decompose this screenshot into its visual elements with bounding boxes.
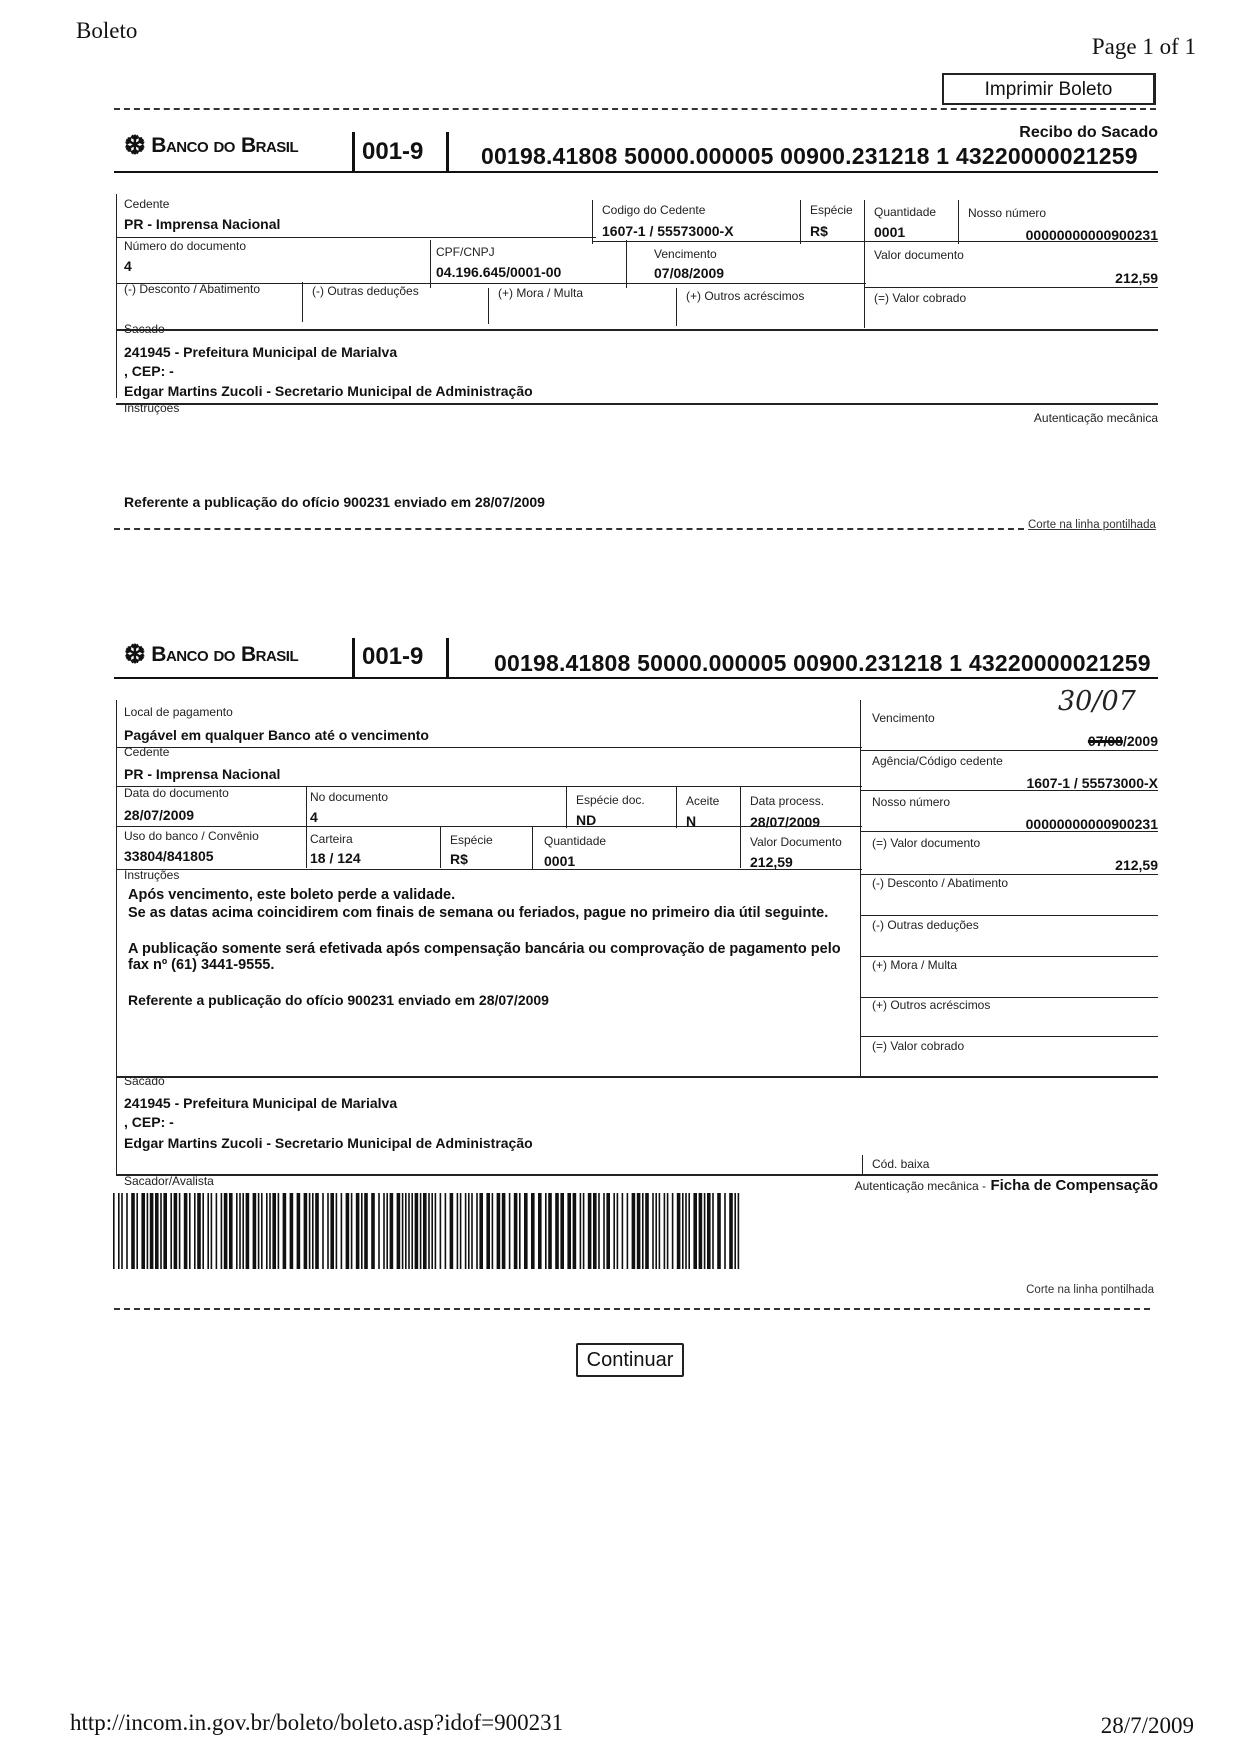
barcode-bar	[573, 1193, 577, 1269]
divider	[352, 132, 355, 172]
quantidade-value: 0001	[544, 853, 576, 869]
barcode-bar	[440, 1193, 442, 1269]
sacado-line-2: , CEP: -	[124, 1114, 174, 1130]
top-dashed-separator	[114, 108, 1156, 110]
barcode-bar	[531, 1193, 535, 1269]
barcode-bar	[435, 1193, 437, 1269]
barcode-bar	[548, 1193, 552, 1269]
barcode-bar	[677, 1193, 681, 1269]
print-boleto-button[interactable]: Imprimir Boleto	[942, 73, 1156, 105]
ficha-compensacao-title: Ficha de Compensação	[990, 1177, 1158, 1194]
grid-line	[958, 200, 959, 244]
valor-cobrado-label: (=) Valor cobrado	[874, 291, 967, 305]
barcode-bar	[712, 1193, 714, 1269]
barcode-bar	[239, 1193, 241, 1269]
barcode-bar	[378, 1193, 380, 1269]
cedente-value: PR - Imprensa Nacional	[124, 216, 281, 232]
grid-line	[860, 1036, 1158, 1037]
barcode-bar	[408, 1193, 410, 1269]
barcode-bar	[390, 1193, 394, 1269]
page-title: Boleto	[76, 18, 138, 43]
bank-code: 001-9	[362, 138, 424, 165]
barcode-bar	[524, 1193, 528, 1269]
page-url: http://incom.in.gov.br/boleto/boleto.asp?idof=900231	[70, 1710, 564, 1735]
outras-deducoes-label: (-) Outras deduções	[312, 284, 419, 298]
barcode-bar	[664, 1193, 666, 1269]
cedente-value: PR - Imprensa Nacional	[124, 766, 281, 782]
barcode-bar	[269, 1193, 271, 1269]
mora-multa-label: (+) Mora / Multa	[872, 958, 958, 972]
valor-cobrado-label: (=) Valor cobrado	[872, 1039, 965, 1053]
barcode-bar	[667, 1193, 669, 1269]
vencimento-struck: 07/08	[1087, 733, 1123, 749]
barcode-bar	[688, 1193, 690, 1269]
barcode-bar	[606, 1193, 610, 1269]
barcode-bar	[126, 1193, 128, 1269]
carteira-value: 18 / 124	[310, 850, 361, 866]
barcode-bar	[460, 1193, 462, 1269]
grid-line	[116, 237, 596, 238]
grid-line	[116, 700, 117, 1176]
barcode-bar	[519, 1193, 521, 1269]
vencimento-year: /2009	[1122, 733, 1158, 749]
barcode-bar	[632, 1193, 636, 1269]
page-date: 28/7/2009	[1100, 1713, 1194, 1738]
barcode-bar	[685, 1193, 687, 1269]
barcode-bar	[567, 1193, 571, 1269]
barcode-bar	[637, 1193, 641, 1269]
barcode-bar	[330, 1193, 334, 1269]
grid-line	[860, 700, 861, 1078]
barcode-bar	[221, 1193, 223, 1269]
barcode-bar	[642, 1193, 644, 1269]
barcode-bar	[304, 1193, 308, 1269]
barcode-bar	[179, 1193, 181, 1269]
autenticacao-label: Autenticação mecânica -	[854, 1179, 986, 1193]
barcode-bar	[272, 1193, 276, 1269]
barcode-bar	[645, 1193, 649, 1269]
valor-documento-value: 212,59	[750, 854, 793, 870]
barcode-bar	[147, 1193, 149, 1269]
grid-line	[566, 786, 567, 828]
agencia-label: Agência/Código cedente	[872, 754, 1003, 768]
barcode-bar	[309, 1193, 311, 1269]
barcode-bar	[261, 1193, 263, 1269]
barcode-bar	[283, 1193, 287, 1269]
bank-name-part2: Brasil	[240, 133, 299, 157]
barcode-bar	[361, 1193, 363, 1269]
barcode-bar	[351, 1193, 353, 1269]
valor-documento-value: 212,59	[1115, 270, 1158, 286]
barcode-bar	[197, 1193, 201, 1269]
data-documento-value: 28/07/2009	[124, 807, 195, 823]
barcode-bar	[707, 1193, 711, 1269]
nosso-numero-value: 00000000000900231	[1025, 227, 1158, 243]
cut-line-label: Corte na linha pontilhada	[1026, 1284, 1154, 1296]
grid-line	[800, 200, 801, 244]
grid-line	[860, 750, 1158, 751]
nosso-numero-label: Nosso número	[872, 795, 951, 809]
barcode-bar	[672, 1193, 674, 1269]
mora-multa-label: (+) Mora / Multa	[498, 286, 584, 300]
barcode-bar	[655, 1193, 657, 1269]
instrucoes-line-3: A publicação somente será efetivada após compensação bancária ou comprovação de pagamento pelo fax nº (61) 3441-9555.	[128, 941, 841, 973]
barcode-bar	[555, 1193, 559, 1269]
cedente-label: Cedente	[124, 197, 170, 211]
bank-logo-icon: ❆	[124, 130, 146, 160]
barcode-bar	[479, 1193, 483, 1269]
barcode-bar	[497, 1193, 501, 1269]
barcode-bar	[163, 1193, 167, 1269]
cut-line	[114, 1308, 1150, 1310]
barcode-bar	[290, 1193, 294, 1269]
barcode-bar	[278, 1193, 280, 1269]
barcode-bar	[593, 1193, 597, 1269]
aceite-value: N	[686, 813, 697, 829]
barcode-bar	[423, 1193, 427, 1269]
cod-baixa-label: Cód. baixa	[872, 1157, 930, 1171]
barcode-bar	[155, 1193, 159, 1269]
barcode-bar	[297, 1193, 301, 1269]
barcode-bar	[693, 1193, 697, 1269]
barcode-bar	[583, 1193, 585, 1269]
grid-line	[430, 240, 431, 288]
barcode-bar	[492, 1193, 494, 1269]
linha-digitavel: 00198.41808 50000.000005 00900.231218 1 43220000021259	[481, 143, 1138, 169]
cedente-label: Cedente	[124, 745, 170, 759]
barcode-bar	[431, 1193, 433, 1269]
especie-doc-label: Espécie doc.	[576, 793, 645, 807]
barcode-bar	[598, 1193, 600, 1269]
especie-label: Espécie	[810, 203, 853, 217]
quantidade-label: Quantidade	[544, 834, 607, 848]
sacado-line-1: 241945 - Prefeitura Municipal de Marialva	[124, 344, 398, 360]
barcode-bar	[415, 1193, 419, 1269]
vencimento-label: Vencimento	[654, 247, 717, 261]
data-documento-label: Data do documento	[124, 786, 229, 800]
numero-documento-label: Número do documento	[124, 239, 247, 253]
desconto-label: (-) Desconto / Abatimento	[124, 282, 261, 296]
sacado-label: Sacado	[124, 1074, 165, 1088]
autenticacao-label: Autenticação mecânica	[1033, 411, 1158, 425]
carteira-label: Carteira	[310, 832, 353, 846]
barcode-bar	[420, 1193, 422, 1269]
barcode-bar	[465, 1193, 467, 1269]
page-number: Page 1 of 1	[1091, 34, 1196, 59]
barcode-bar	[613, 1193, 615, 1269]
barcode-bar	[476, 1193, 478, 1269]
barcode-bar	[659, 1193, 661, 1269]
instrucoes-label: Instruções	[124, 868, 180, 882]
grid-line	[676, 786, 677, 828]
local-pagamento-value: Pagável em qualquer Banco até o vencimento	[124, 727, 429, 743]
valor-documento-right-value: 212,59	[1115, 857, 1158, 873]
grid-line	[532, 826, 533, 870]
outros-acrescimos-label: (+) Outros acréscimos	[872, 998, 991, 1012]
grid-line	[626, 240, 627, 288]
barcode-bar	[405, 1193, 407, 1269]
outras-deducoes-label: (-) Outras deduções	[872, 918, 979, 932]
valor-documento-label: Valor Documento	[750, 835, 842, 849]
aceite-label: Aceite	[686, 794, 720, 808]
vencimento-value: 07/08/2009	[654, 265, 725, 281]
barcode-bar	[113, 1193, 115, 1269]
barcode-bar	[224, 1193, 228, 1269]
barcode-bar	[502, 1193, 506, 1269]
barcode-bar	[189, 1193, 191, 1269]
barcode-bar	[617, 1193, 619, 1269]
referente-text: Referente a publicação do ofício 900231 enviado em 28/07/2009	[124, 494, 545, 510]
barcode-bar	[229, 1193, 233, 1269]
barcode-bar	[207, 1193, 209, 1269]
grid-line	[306, 786, 307, 868]
barcode-bar	[682, 1193, 684, 1269]
divider	[446, 132, 449, 172]
barcode-bar	[386, 1193, 388, 1269]
bank-logo	[124, 130, 298, 161]
especie-value: R$	[810, 223, 828, 239]
outros-acrescimos-label: (+) Outros acréscimos	[686, 289, 805, 303]
barcode-bar	[141, 1193, 145, 1269]
barcode-bar	[336, 1193, 338, 1269]
barcode-bar	[397, 1193, 401, 1269]
barcode-bar	[121, 1193, 123, 1269]
barcode-bar	[266, 1193, 268, 1269]
barcode-bar	[160, 1193, 162, 1269]
barcode-bar	[734, 1193, 736, 1269]
barcode-bar	[211, 1193, 213, 1269]
grid-line	[440, 826, 441, 868]
barcode-bar	[371, 1193, 375, 1269]
barcode-bar	[560, 1193, 564, 1269]
barcode-bar	[174, 1193, 178, 1269]
vencimento-label: Vencimento	[872, 711, 935, 725]
barcode-bar	[364, 1193, 368, 1269]
barcode-bar	[356, 1193, 360, 1269]
desconto-label: (-) Desconto / Abatimento	[872, 876, 1009, 890]
handwritten-due-date: 30/07	[1058, 686, 1136, 717]
recibo-title: Recibo do Sacado	[1019, 124, 1158, 141]
uso-banco-label: Uso do banco / Convênio	[124, 829, 259, 843]
barcode-bar	[580, 1193, 582, 1269]
barcode-bar	[514, 1193, 518, 1269]
barcode-bar	[450, 1193, 454, 1269]
barcode-bar	[445, 1193, 447, 1269]
data-process-value: 28/07/2009	[750, 814, 821, 830]
barcode-bar	[346, 1193, 350, 1269]
sacado-label: Sacado	[124, 322, 165, 336]
barcode-bar	[236, 1193, 238, 1269]
barcode-bar	[131, 1193, 135, 1269]
barcode-bar	[724, 1193, 726, 1269]
grid-line	[676, 288, 677, 326]
barcode-bar	[216, 1193, 218, 1269]
especie-value: R$	[450, 851, 468, 867]
barcode-bar	[322, 1193, 324, 1269]
ficha-footer	[855, 1177, 1158, 1195]
cut-line-label: Corte na linha pontilhada	[1028, 519, 1156, 531]
barcode-bar	[738, 1193, 740, 1269]
referente-text: Referente a publicação do ofício 900231 enviado em 28/07/2009	[128, 992, 549, 1008]
sacado-line-2: , CEP: -	[124, 363, 174, 379]
sacado-line-3: Edgar Martins Zucoli - Secretario Municipal de Administração	[124, 1135, 533, 1151]
instrucoes-label: Instruções	[124, 401, 180, 415]
barcode-bar	[315, 1193, 319, 1269]
grid-line	[116, 194, 117, 398]
grid-line	[116, 403, 1158, 405]
especie-label: Espécie	[450, 833, 493, 847]
grid-line	[302, 282, 303, 322]
linha-digitavel: 00198.41808 50000.000005 00900.231218 1 43220000021259	[494, 650, 1151, 676]
divider	[446, 638, 449, 678]
bank-name-part1: Banco do	[151, 642, 235, 666]
barcode-bar	[118, 1193, 120, 1269]
vencimento-value	[1088, 733, 1158, 749]
instrucoes-line-1: Após vencimento, este boleto perde a validade.	[128, 887, 456, 903]
barcode-bar	[699, 1193, 703, 1269]
barcode-bar	[627, 1193, 629, 1269]
cut-line	[114, 528, 1024, 530]
header-rule	[114, 171, 1158, 173]
barcode-bar	[729, 1193, 733, 1269]
quantidade-value: 0001	[874, 224, 906, 240]
grid-line	[116, 1174, 1158, 1176]
bank-name-part1: Banco do	[151, 133, 235, 157]
cpf-cnpj-value: 04.196.645/0001-00	[436, 264, 562, 280]
barcode-bar	[170, 1193, 172, 1269]
bank-logo-icon: ❆	[124, 639, 146, 669]
barcode-bar	[411, 1193, 413, 1269]
barcode-bar	[341, 1193, 343, 1269]
barcode-bar	[545, 1193, 547, 1269]
sacador-avalista-label: Sacador/Avalista	[124, 1174, 214, 1188]
grid-line	[860, 956, 1158, 957]
barcode-bar	[383, 1193, 385, 1269]
grid-line	[116, 747, 862, 748]
no-documento-value: 4	[310, 809, 318, 825]
barcode-bar	[588, 1193, 592, 1269]
barcode-bar	[246, 1193, 250, 1269]
barcode-bar	[150, 1193, 154, 1269]
divider	[352, 638, 355, 678]
grid-line	[860, 915, 1158, 916]
cpf-cnpj-label: CPF/CNPJ	[436, 245, 495, 259]
continue-button[interactable]: Continuar	[576, 1343, 684, 1377]
bank-code: 001-9	[362, 643, 424, 670]
header-rule	[114, 677, 1158, 679]
valor-documento-right-label: (=) Valor documento	[872, 836, 981, 850]
uso-banco-value: 33804/841805	[124, 848, 214, 864]
codigo-cedente-label: Codigo do Cedente	[602, 203, 706, 217]
barcode-bar	[327, 1193, 329, 1269]
grid-line	[862, 1155, 863, 1175]
bank-name-part2: Brasil	[240, 642, 299, 666]
barcode-bar	[457, 1193, 459, 1269]
grid-line	[116, 329, 1158, 331]
barcode-bar	[603, 1193, 605, 1269]
grid-line	[864, 200, 865, 328]
barcode-bar	[471, 1193, 473, 1269]
sacado-line-1: 241945 - Prefeitura Municipal de Marialva	[124, 1095, 398, 1111]
numero-documento-value: 4	[124, 258, 132, 274]
codigo-cedente-value: 1607-1 / 55573000-X	[602, 223, 734, 239]
bank-logo	[124, 639, 298, 670]
barcode-bar	[538, 1193, 542, 1269]
data-process-label: Data process.	[750, 794, 825, 808]
no-documento-label: No documento	[310, 790, 389, 804]
barcode-bar	[184, 1193, 188, 1269]
instrucoes-line-2: Se as datas acima coincidirem com finais de semana ou feriados, pague no primeiro dia útil seguinte.	[128, 905, 829, 921]
barcode-bar	[242, 1193, 244, 1269]
nosso-numero-label: Nosso número	[968, 206, 1047, 220]
grid-line	[740, 786, 741, 868]
barcode-bar	[652, 1193, 654, 1269]
barcode-bar	[253, 1193, 257, 1269]
barcode-bar	[194, 1193, 196, 1269]
grid-line	[860, 874, 1158, 875]
barcode-bar	[428, 1193, 430, 1269]
quantidade-label: Quantidade	[874, 205, 937, 219]
barcode-bar	[312, 1193, 314, 1269]
grid-line	[864, 287, 1158, 288]
agencia-value: 1607-1 / 55573000-X	[1026, 775, 1158, 791]
barcode	[113, 1193, 745, 1269]
local-pagamento-label: Local de pagamento	[124, 705, 233, 719]
barcode-bar	[622, 1193, 624, 1269]
barcode-bar	[136, 1193, 138, 1269]
barcode-bar	[717, 1193, 721, 1269]
barcode-bar	[486, 1193, 490, 1269]
valor-documento-label: Valor documento	[874, 248, 964, 262]
grid-line	[488, 288, 489, 324]
especie-doc-value: ND	[576, 812, 597, 828]
barcode-bar	[468, 1193, 470, 1269]
barcode-bar	[704, 1193, 706, 1269]
barcode-bar	[202, 1193, 204, 1269]
grid-line	[116, 1076, 1158, 1078]
barcode-bar	[258, 1193, 260, 1269]
barcode-bar	[509, 1193, 511, 1269]
sacado-line-3: Edgar Martins Zucoli - Secretario Municipal de Administração	[124, 383, 533, 399]
nosso-numero-value: 00000000000900231	[1025, 816, 1158, 832]
barcode-bar	[402, 1193, 404, 1269]
